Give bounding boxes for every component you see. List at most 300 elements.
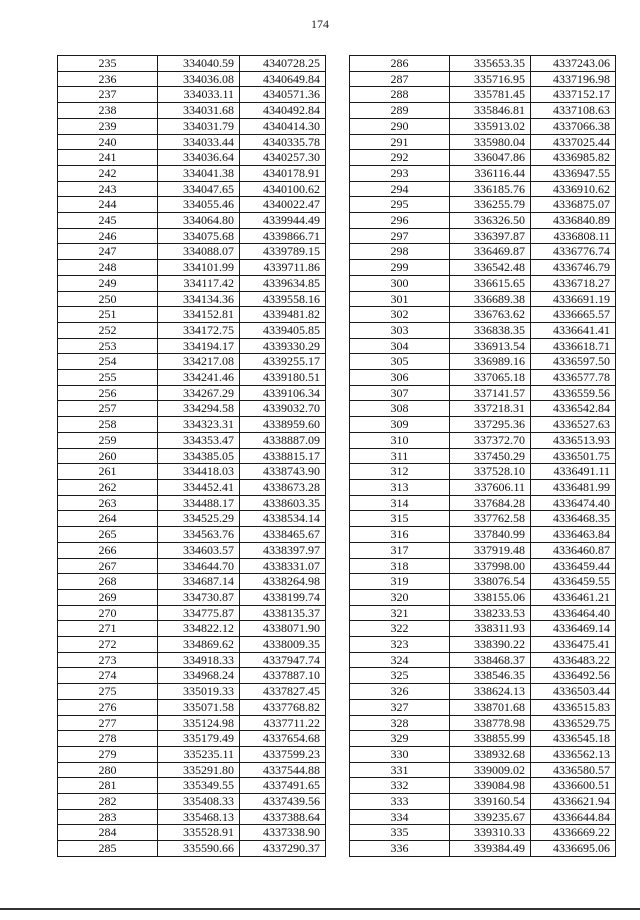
table-row xyxy=(58,746,326,762)
point-number-cell: 333 xyxy=(350,794,450,810)
point-number-cell: 328 xyxy=(350,715,450,731)
table-row xyxy=(350,71,616,87)
x-coordinate-cell: 334075.68 xyxy=(158,228,240,244)
table-row xyxy=(58,778,326,794)
x-coordinate-cell: 334172.75 xyxy=(158,322,240,338)
point-number-cell: 331 xyxy=(350,762,450,778)
x-coordinate-cell: 334267.29 xyxy=(158,385,240,401)
table-row xyxy=(58,103,326,119)
table-row xyxy=(58,244,326,260)
x-coordinate-cell: 336689.38 xyxy=(450,291,531,307)
point-number-cell: 271 xyxy=(58,621,158,637)
point-number-cell: 297 xyxy=(350,228,450,244)
table-row xyxy=(350,542,616,558)
y-coordinate-cell: 4340571.36 xyxy=(240,87,326,103)
point-number-cell: 253 xyxy=(58,338,158,354)
point-number-cell: 261 xyxy=(58,464,158,480)
table-row xyxy=(350,621,616,637)
y-coordinate-cell: 4336475.41 xyxy=(531,637,616,653)
x-coordinate-cell: 334730.87 xyxy=(158,589,240,605)
table-row xyxy=(350,432,616,448)
y-coordinate-cell: 4336469.14 xyxy=(531,621,616,637)
y-coordinate-cell: 4339789.15 xyxy=(240,244,326,260)
y-coordinate-cell: 4337066.38 xyxy=(531,118,616,134)
y-coordinate-cell: 4336515.83 xyxy=(531,699,616,715)
x-coordinate-cell: 336913.54 xyxy=(450,338,531,354)
y-coordinate-cell: 4336503.44 xyxy=(531,684,616,700)
x-coordinate-cell: 334036.08 xyxy=(158,71,240,87)
table-row xyxy=(350,479,616,495)
x-coordinate-cell: 334353.47 xyxy=(158,432,240,448)
point-number-cell: 312 xyxy=(350,464,450,480)
point-number-cell: 326 xyxy=(350,684,450,700)
table-row xyxy=(350,841,616,857)
x-coordinate-cell: 335291.80 xyxy=(158,762,240,778)
x-coordinate-cell: 336326.50 xyxy=(450,213,531,229)
x-coordinate-cell: 334031.68 xyxy=(158,103,240,119)
point-number-cell: 280 xyxy=(58,762,158,778)
x-coordinate-cell: 334385.05 xyxy=(158,448,240,464)
x-coordinate-cell: 334194.17 xyxy=(158,338,240,354)
x-coordinate-cell: 338701.68 xyxy=(450,699,531,715)
point-number-cell: 321 xyxy=(350,605,450,621)
x-coordinate-cell: 338468.37 xyxy=(450,652,531,668)
table-row xyxy=(350,213,616,229)
y-coordinate-cell: 4336641.41 xyxy=(531,322,616,338)
x-coordinate-cell: 339084.98 xyxy=(450,778,531,794)
point-number-cell: 304 xyxy=(350,338,450,354)
point-number-cell: 273 xyxy=(58,652,158,668)
table-row xyxy=(350,197,616,213)
y-coordinate-cell: 4337887.10 xyxy=(240,668,326,684)
x-coordinate-cell: 334418.03 xyxy=(158,464,240,480)
point-number-cell: 317 xyxy=(350,542,450,558)
point-number-cell: 239 xyxy=(58,118,158,134)
table-row xyxy=(58,731,326,747)
table-row xyxy=(58,71,326,87)
x-coordinate-cell: 335124.98 xyxy=(158,715,240,731)
x-coordinate-cell: 339009.02 xyxy=(450,762,531,778)
y-coordinate-cell: 4337025.44 xyxy=(531,134,616,150)
x-coordinate-cell: 336763.62 xyxy=(450,307,531,323)
point-number-cell: 272 xyxy=(58,637,158,653)
y-coordinate-cell: 4336461.21 xyxy=(531,589,616,605)
x-coordinate-cell: 337762.58 xyxy=(450,511,531,527)
x-coordinate-cell: 335781.45 xyxy=(450,87,531,103)
point-number-cell: 243 xyxy=(58,181,158,197)
x-coordinate-cell: 334968.24 xyxy=(158,668,240,684)
point-number-cell: 325 xyxy=(350,668,450,684)
x-coordinate-cell: 334822.12 xyxy=(158,621,240,637)
x-coordinate-cell: 334241.46 xyxy=(158,370,240,386)
x-coordinate-cell: 334644.70 xyxy=(158,558,240,574)
table-row xyxy=(350,87,616,103)
point-number-cell: 310 xyxy=(350,432,450,448)
point-number-cell: 306 xyxy=(350,370,450,386)
point-number-cell: 265 xyxy=(58,527,158,543)
x-coordinate-cell: 336116.44 xyxy=(450,165,531,181)
x-coordinate-cell: 336838.35 xyxy=(450,322,531,338)
point-number-cell: 286 xyxy=(350,56,450,72)
x-coordinate-cell: 334117.42 xyxy=(158,275,240,291)
point-number-cell: 292 xyxy=(350,150,450,166)
table-row xyxy=(350,495,616,511)
y-coordinate-cell: 4336600.51 xyxy=(531,778,616,794)
y-coordinate-cell: 4340728.25 xyxy=(240,56,326,72)
table-row xyxy=(58,605,326,621)
point-number-cell: 307 xyxy=(350,385,450,401)
table-row xyxy=(350,291,616,307)
page-number: 174 xyxy=(311,17,329,31)
y-coordinate-cell: 4336597.50 xyxy=(531,354,616,370)
y-coordinate-cell: 4338743.90 xyxy=(240,464,326,480)
table-row xyxy=(58,542,326,558)
table-row xyxy=(350,165,616,181)
table-row xyxy=(58,118,326,134)
y-coordinate-cell: 4338071.90 xyxy=(240,621,326,637)
y-coordinate-cell: 4336580.57 xyxy=(531,762,616,778)
x-coordinate-cell: 335980.04 xyxy=(450,134,531,150)
y-coordinate-cell: 4336545.18 xyxy=(531,731,616,747)
x-coordinate-cell: 338076.54 xyxy=(450,574,531,590)
point-number-cell: 250 xyxy=(58,291,158,307)
table-row xyxy=(350,637,616,653)
y-coordinate-cell: 4338199.74 xyxy=(240,589,326,605)
point-number-cell: 236 xyxy=(58,71,158,87)
x-coordinate-cell: 334031.79 xyxy=(158,118,240,134)
table-row xyxy=(350,307,616,323)
y-coordinate-cell: 4339180.51 xyxy=(240,370,326,386)
table-row xyxy=(350,825,616,841)
y-coordinate-cell: 4336501.75 xyxy=(531,448,616,464)
point-number-cell: 268 xyxy=(58,574,158,590)
x-coordinate-cell: 334055.46 xyxy=(158,197,240,213)
point-number-cell: 300 xyxy=(350,275,450,291)
y-coordinate-cell: 4336562.13 xyxy=(531,746,616,762)
x-coordinate-cell: 336397.87 xyxy=(450,228,531,244)
point-number-cell: 298 xyxy=(350,244,450,260)
point-number-cell: 322 xyxy=(350,621,450,637)
y-coordinate-cell: 4336460.87 xyxy=(531,542,616,558)
x-coordinate-cell: 335468.13 xyxy=(158,809,240,825)
x-coordinate-cell: 336615.65 xyxy=(450,275,531,291)
x-coordinate-cell: 334563.76 xyxy=(158,527,240,543)
table-row xyxy=(350,684,616,700)
point-number-cell: 251 xyxy=(58,307,158,323)
table-row xyxy=(58,150,326,166)
y-coordinate-cell: 4340178.91 xyxy=(240,165,326,181)
table-row xyxy=(58,354,326,370)
y-coordinate-cell: 4336947.55 xyxy=(531,165,616,181)
x-coordinate-cell: 334101.99 xyxy=(158,260,240,276)
y-coordinate-cell: 4337947.74 xyxy=(240,652,326,668)
point-number-cell: 246 xyxy=(58,228,158,244)
point-number-cell: 282 xyxy=(58,794,158,810)
x-coordinate-cell: 337295.36 xyxy=(450,417,531,433)
x-coordinate-cell: 336255.79 xyxy=(450,197,531,213)
y-coordinate-cell: 4338397.97 xyxy=(240,542,326,558)
x-coordinate-cell: 334323.31 xyxy=(158,417,240,433)
x-coordinate-cell: 337065.18 xyxy=(450,370,531,386)
table-row xyxy=(58,762,326,778)
table-row xyxy=(350,118,616,134)
y-coordinate-cell: 4340100.62 xyxy=(240,181,326,197)
x-coordinate-cell: 339235.67 xyxy=(450,809,531,825)
table-row xyxy=(350,778,616,794)
y-coordinate-cell: 4336474.40 xyxy=(531,495,616,511)
y-coordinate-cell: 4336985.82 xyxy=(531,150,616,166)
x-coordinate-cell: 336185.76 xyxy=(450,181,531,197)
y-coordinate-cell: 4338465.67 xyxy=(240,527,326,543)
table-row xyxy=(350,103,616,119)
y-coordinate-cell: 4336669.22 xyxy=(531,825,616,841)
point-number-cell: 293 xyxy=(350,165,450,181)
x-coordinate-cell: 336047.86 xyxy=(450,150,531,166)
x-coordinate-cell: 334603.57 xyxy=(158,542,240,558)
y-coordinate-cell: 4339032.70 xyxy=(240,401,326,417)
table-row xyxy=(58,715,326,731)
x-coordinate-cell: 334033.44 xyxy=(158,134,240,150)
point-number-cell: 264 xyxy=(58,511,158,527)
table-row xyxy=(350,574,616,590)
y-coordinate-cell: 4338009.35 xyxy=(240,637,326,653)
table-row xyxy=(350,150,616,166)
point-number-cell: 303 xyxy=(350,322,450,338)
x-coordinate-cell: 335913.02 xyxy=(450,118,531,134)
table-row xyxy=(350,275,616,291)
point-number-cell: 258 xyxy=(58,417,158,433)
point-number-cell: 256 xyxy=(58,385,158,401)
point-number-cell: 238 xyxy=(58,103,158,119)
point-number-cell: 247 xyxy=(58,244,158,260)
table-row xyxy=(350,464,616,480)
point-number-cell: 237 xyxy=(58,87,158,103)
table-row xyxy=(350,652,616,668)
table-row xyxy=(58,511,326,527)
x-coordinate-cell: 337919.48 xyxy=(450,542,531,558)
point-number-cell: 314 xyxy=(350,495,450,511)
y-coordinate-cell: 4337108.63 xyxy=(531,103,616,119)
table-row xyxy=(350,605,616,621)
y-coordinate-cell: 4340649.84 xyxy=(240,71,326,87)
x-coordinate-cell: 335235.11 xyxy=(158,746,240,762)
y-coordinate-cell: 4336463.84 xyxy=(531,527,616,543)
x-coordinate-cell: 337372.70 xyxy=(450,432,531,448)
table-row xyxy=(350,589,616,605)
point-number-cell: 330 xyxy=(350,746,450,762)
x-coordinate-cell: 334294.58 xyxy=(158,401,240,417)
point-number-cell: 319 xyxy=(350,574,450,590)
x-coordinate-cell: 334918.33 xyxy=(158,652,240,668)
x-coordinate-cell: 338624.13 xyxy=(450,684,531,700)
point-number-cell: 320 xyxy=(350,589,450,605)
point-number-cell: 240 xyxy=(58,134,158,150)
table-row xyxy=(350,762,616,778)
table-row xyxy=(350,244,616,260)
table-row xyxy=(58,668,326,684)
point-number-cell: 288 xyxy=(350,87,450,103)
x-coordinate-cell: 334047.65 xyxy=(158,181,240,197)
y-coordinate-cell: 4337388.64 xyxy=(240,809,326,825)
point-number-cell: 270 xyxy=(58,605,158,621)
y-coordinate-cell: 4336665.57 xyxy=(531,307,616,323)
x-coordinate-cell: 334525.29 xyxy=(158,511,240,527)
point-number-cell: 290 xyxy=(350,118,450,134)
y-coordinate-cell: 4336621.94 xyxy=(531,794,616,810)
y-coordinate-cell: 4337152.17 xyxy=(531,87,616,103)
table-row xyxy=(58,291,326,307)
y-coordinate-cell: 4337654.68 xyxy=(240,731,326,747)
table-row xyxy=(58,589,326,605)
table-row xyxy=(350,56,616,72)
table-row xyxy=(350,715,616,731)
x-coordinate-cell: 335408.33 xyxy=(158,794,240,810)
point-number-cell: 315 xyxy=(350,511,450,527)
x-coordinate-cell: 336989.16 xyxy=(450,354,531,370)
y-coordinate-cell: 4336481.99 xyxy=(531,479,616,495)
y-coordinate-cell: 4339634.85 xyxy=(240,275,326,291)
table-row xyxy=(58,134,326,150)
table-row xyxy=(350,511,616,527)
table-row xyxy=(58,385,326,401)
y-coordinate-cell: 4338673.28 xyxy=(240,479,326,495)
table-row xyxy=(58,558,326,574)
table-row xyxy=(350,527,616,543)
y-coordinate-cell: 4336468.35 xyxy=(531,511,616,527)
x-coordinate-cell: 335349.55 xyxy=(158,778,240,794)
table-row xyxy=(58,652,326,668)
x-coordinate-cell: 337450.29 xyxy=(450,448,531,464)
x-coordinate-cell: 339160.54 xyxy=(450,794,531,810)
y-coordinate-cell: 4340257.30 xyxy=(240,150,326,166)
point-number-cell: 289 xyxy=(350,103,450,119)
x-coordinate-cell: 334452.41 xyxy=(158,479,240,495)
y-coordinate-cell: 4338815.17 xyxy=(240,448,326,464)
point-number-cell: 263 xyxy=(58,495,158,511)
point-number-cell: 316 xyxy=(350,527,450,543)
y-coordinate-cell: 4336483.22 xyxy=(531,652,616,668)
table-row xyxy=(58,621,326,637)
bottom-rule xyxy=(0,908,640,910)
x-coordinate-cell: 337606.11 xyxy=(450,479,531,495)
table-row xyxy=(350,731,616,747)
y-coordinate-cell: 4339405.85 xyxy=(240,322,326,338)
point-number-cell: 245 xyxy=(58,213,158,229)
point-number-cell: 277 xyxy=(58,715,158,731)
table-row xyxy=(58,260,326,276)
point-number-cell: 242 xyxy=(58,165,158,181)
x-coordinate-cell: 334488.17 xyxy=(158,495,240,511)
x-coordinate-cell: 335716.95 xyxy=(450,71,531,87)
y-coordinate-cell: 4339255.17 xyxy=(240,354,326,370)
table-row xyxy=(350,370,616,386)
table-row xyxy=(58,794,326,810)
x-coordinate-cell: 335528.91 xyxy=(158,825,240,841)
y-coordinate-cell: 4340492.84 xyxy=(240,103,326,119)
table-row xyxy=(58,275,326,291)
x-coordinate-cell: 334775.87 xyxy=(158,605,240,621)
y-coordinate-cell: 4336875.07 xyxy=(531,197,616,213)
table-row xyxy=(58,479,326,495)
table-body-right xyxy=(350,56,616,857)
point-number-cell: 284 xyxy=(58,825,158,841)
point-number-cell: 308 xyxy=(350,401,450,417)
table-row xyxy=(350,338,616,354)
y-coordinate-cell: 4337243.06 xyxy=(531,56,616,72)
y-coordinate-cell: 4336464.40 xyxy=(531,605,616,621)
point-number-cell: 275 xyxy=(58,684,158,700)
x-coordinate-cell: 338155.06 xyxy=(450,589,531,605)
y-coordinate-cell: 4337768.82 xyxy=(240,699,326,715)
point-number-cell: 252 xyxy=(58,322,158,338)
x-coordinate-cell: 338932.68 xyxy=(450,746,531,762)
x-coordinate-cell: 339310.33 xyxy=(450,825,531,841)
point-number-cell: 311 xyxy=(350,448,450,464)
x-coordinate-cell: 334869.62 xyxy=(158,637,240,653)
y-coordinate-cell: 4337827.45 xyxy=(240,684,326,700)
table-row xyxy=(350,668,616,684)
y-coordinate-cell: 4336491.11 xyxy=(531,464,616,480)
x-coordinate-cell: 335590.66 xyxy=(158,841,240,857)
point-number-cell: 244 xyxy=(58,197,158,213)
x-coordinate-cell: 336542.48 xyxy=(450,260,531,276)
point-number-cell: 266 xyxy=(58,542,158,558)
point-number-cell: 323 xyxy=(350,637,450,653)
y-coordinate-cell: 4337544.88 xyxy=(240,762,326,778)
x-coordinate-cell: 337141.57 xyxy=(450,385,531,401)
table-row xyxy=(58,56,326,72)
y-coordinate-cell: 4340414.30 xyxy=(240,118,326,134)
x-coordinate-cell: 334064.80 xyxy=(158,213,240,229)
y-coordinate-cell: 4338135.37 xyxy=(240,605,326,621)
table-row xyxy=(58,637,326,653)
y-coordinate-cell: 4337711.22 xyxy=(240,715,326,731)
table-row xyxy=(350,134,616,150)
point-number-cell: 259 xyxy=(58,432,158,448)
table-body-left xyxy=(58,56,326,857)
x-coordinate-cell: 338778.98 xyxy=(450,715,531,731)
table-row xyxy=(350,354,616,370)
point-number-cell: 276 xyxy=(58,699,158,715)
point-number-cell: 274 xyxy=(58,668,158,684)
y-coordinate-cell: 4338959.60 xyxy=(240,417,326,433)
y-coordinate-cell: 4336644.84 xyxy=(531,809,616,825)
y-coordinate-cell: 4339106.34 xyxy=(240,385,326,401)
table-row xyxy=(58,495,326,511)
point-number-cell: 283 xyxy=(58,809,158,825)
y-coordinate-cell: 4336529.75 xyxy=(531,715,616,731)
point-number-cell: 249 xyxy=(58,275,158,291)
y-coordinate-cell: 4337439.56 xyxy=(240,794,326,810)
x-coordinate-cell: 335653.35 xyxy=(450,56,531,72)
point-number-cell: 324 xyxy=(350,652,450,668)
y-coordinate-cell: 4336459.44 xyxy=(531,558,616,574)
y-coordinate-cell: 4339481.82 xyxy=(240,307,326,323)
x-coordinate-cell: 334033.11 xyxy=(158,87,240,103)
x-coordinate-cell: 337528.10 xyxy=(450,464,531,480)
table-row xyxy=(58,307,326,323)
point-number-cell: 327 xyxy=(350,699,450,715)
point-number-cell: 309 xyxy=(350,417,450,433)
point-number-cell: 255 xyxy=(58,370,158,386)
y-coordinate-cell: 4336840.89 xyxy=(531,213,616,229)
table-row xyxy=(58,338,326,354)
y-coordinate-cell: 4336513.93 xyxy=(531,432,616,448)
table-row xyxy=(58,841,326,857)
point-number-cell: 279 xyxy=(58,746,158,762)
x-coordinate-cell: 335071.58 xyxy=(158,699,240,715)
point-number-cell: 248 xyxy=(58,260,158,276)
